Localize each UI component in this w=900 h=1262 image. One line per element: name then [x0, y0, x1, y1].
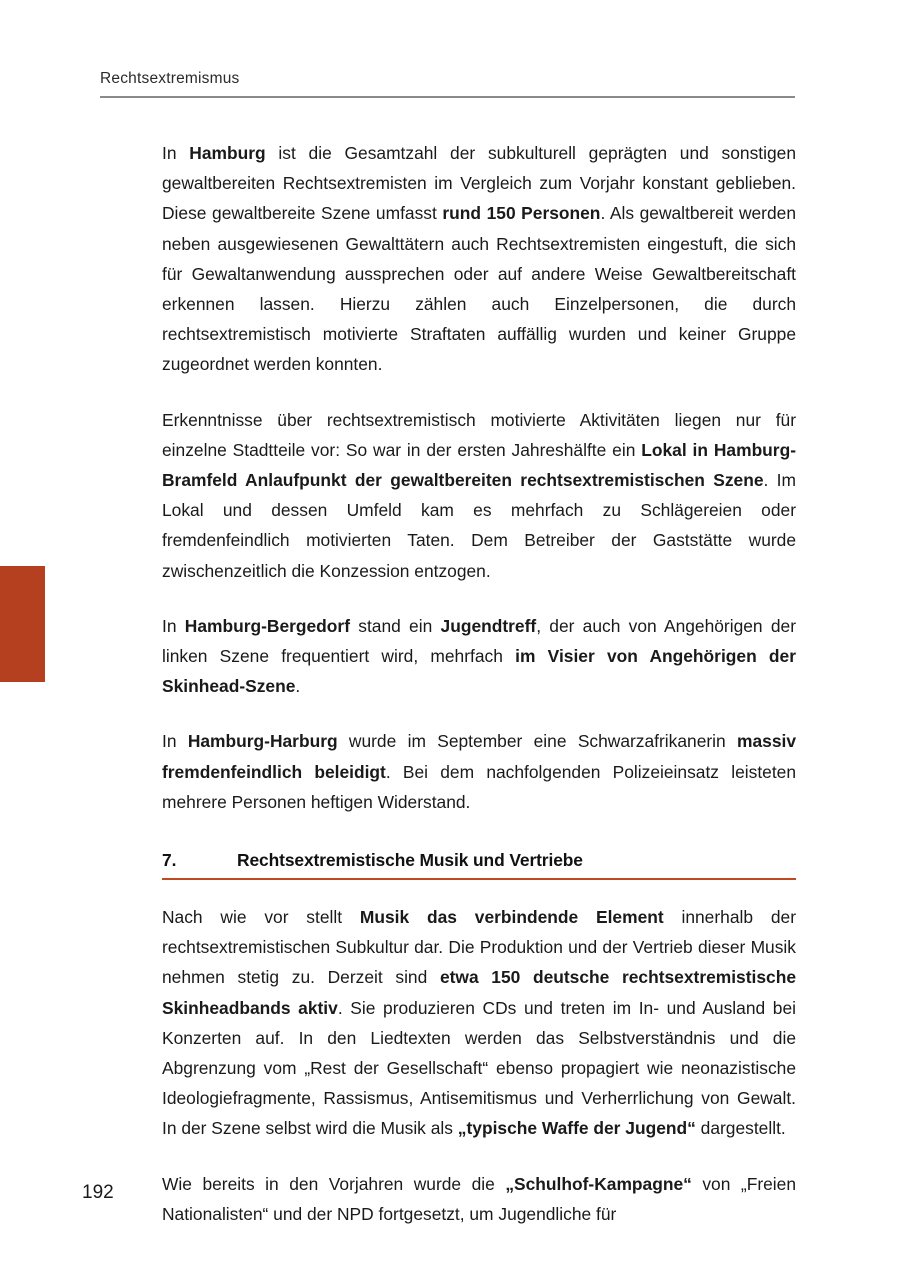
text-run: , der auch von Angehörigen der linken Szene frequentiert wird, mehrfach [162, 615, 796, 667]
paragraph-harburg [162, 726, 796, 817]
section-heading-rule [162, 878, 796, 880]
emphasis-hamburg: Hamburg [189, 143, 266, 163]
emphasis-schulhof-kampagne: „Schulhof-Kampagne“ [505, 1173, 692, 1194]
text-run: dargestellt. [695, 1118, 786, 1139]
running-header-title: Rechtsextremismus [100, 70, 240, 87]
emphasis-typische-waffe-der-jugend: „typische Waffe der Jugend“ [457, 1118, 696, 1139]
paragraph-hamburg-overview [162, 138, 796, 380]
running-header-rule [100, 96, 795, 98]
page-edge-marker-tab [0, 566, 45, 682]
emphasis-hamburg-bergedorf: Hamburg-Bergedorf [184, 615, 350, 636]
paragraph-bramfeld [162, 405, 796, 586]
emphasis-jugendtreff: Jugendtreff [440, 615, 537, 636]
text-run: In [162, 143, 190, 163]
emphasis-visier-skinhead: im Visier von Angehörigen der Skinhead-Szene [162, 646, 796, 697]
body-text-column [162, 138, 796, 1229]
page-number: 192 [82, 1182, 114, 1203]
text-run: innerhalb der rechtsextremistischen Subkultur dar. Die Produktion und der Vertrieb dieser Musik nehmen stetig zu. Derzeit sind [162, 907, 796, 988]
section-heading-row [162, 850, 796, 871]
section-heading-7 [162, 850, 796, 880]
text-run: wurde im September eine Schwarzafrikanerin [337, 731, 738, 752]
text-run: . [295, 676, 301, 697]
section-number: 7. [162, 850, 177, 871]
text-run: In [162, 615, 185, 636]
emphasis-rund-150-personen: rund 150 Personen [442, 203, 601, 224]
paragraph-bergedorf [162, 611, 796, 702]
text-run: . Bei dem nachfolgenden Polizeieinsatz leisteten mehrere Personen heftigen Widerstand. [162, 761, 796, 812]
emphasis-150-skinheadbands: etwa 150 deutsche rechtsextremistische Skinheadbands aktiv [162, 967, 796, 1018]
emphasis-lokal-bramfeld: Lokal in Hamburg-Bramfeld Anlaufpunkt der gewaltbereiten rechtsextremistischen Szene [162, 439, 796, 491]
text-run: . Sie produzieren CDs und treten im In- und Ausland bei Konzerten auf. In den Liedtexten werden das Selbstverständnis und die Abgrenzung vom „Rest der Gesellschaft“ ebenso propagiert wie neonazistische Ideologiefragmente, Rassismus, Antisemitismus und Verherrlichung von Gewalt. In der Szene selbst wird die Musik als [162, 997, 797, 1139]
text-run: . Im Lokal und dessen Umfeld kam es mehrfach zu Schlägereien oder fremdenfeindlich motivierten Taten. Dem Betreiber der Gaststätte wurde zwischenzeitlich die Konzession entzogen. [162, 470, 796, 581]
text-run: ist die Gesamtzahl der subkulturell geprägten und sonstigen gewaltbereiten Rechtsextremisten im Vergleich zum Vorjahr konstant geblieben. Diese gewaltbereite Szene umfasst [162, 143, 796, 224]
emphasis-hamburg-harburg: Hamburg-Harburg [187, 731, 338, 752]
running-header [100, 70, 795, 98]
text-run: Erkenntnisse über rechtsextremistisch motivierte Aktivitäten liegen nur für einzelne Stadtteile vor: So war in der ersten Jahreshälfte ein [162, 409, 796, 460]
paragraph-musik-element [162, 902, 796, 1144]
text-run: Nach wie vor stellt [162, 907, 360, 928]
emphasis-musik-verbindendes-element: Musik das verbindende Element [359, 907, 664, 928]
text-run: Wie bereits in den Vorjahren wurde die [162, 1173, 506, 1194]
section-title: Rechtsextremistische Musik und Vertriebe [237, 850, 583, 871]
text-run: stand ein [350, 615, 441, 636]
text-run: . Als gewaltbereit werden neben ausgewiesenen Gewalttätern auch Rechtsextremisten eingestuft, die sich für Gewaltanwendung aussprechen oder auf andere Weise Gewaltbereitschaft erkennen lassen. Hierzu zählen auch Einzelpersonen, die durch rechtsextremistisch motivierte Straftaten auffällig wurden und keiner Gruppe zugeordnet werden konnten. [162, 203, 796, 375]
text-run: von „Freien Nationalisten“ und der NPD fortgesetzt, um Jugendliche für [162, 1173, 796, 1224]
text-run: In [162, 731, 188, 752]
paragraph-schulhof-kampagne [162, 1169, 796, 1229]
emphasis-fremdenfeindlich-beleidigt: massiv fremdenfeindlich beleidigt [162, 731, 796, 782]
